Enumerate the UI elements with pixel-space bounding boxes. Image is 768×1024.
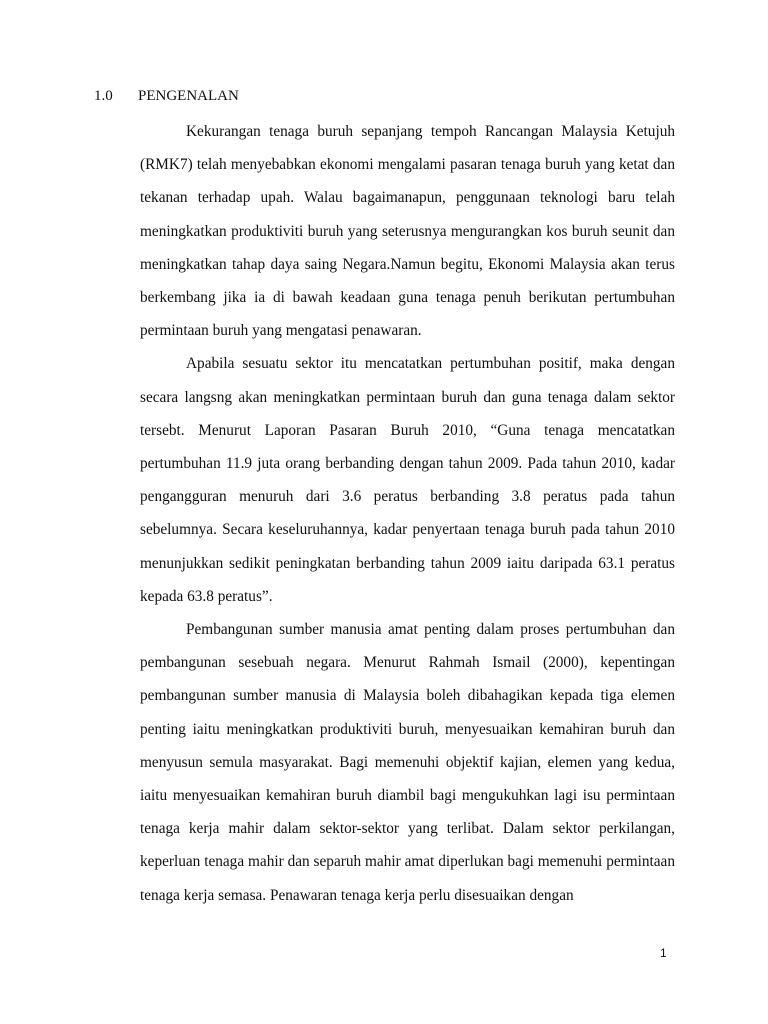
section-number: 1.0 [94,88,113,104]
paragraph-2: Apabila sesuatu sektor itu mencatatkan pertumbuhan positif, maka dengan secara langsng akan meningkatkan permintaan buruh dan guna tenaga dalam sektor tersebt. Menurut Laporan Pasaran Buruh 2010, “Guna tenaga mencatatkan pertumbuhan 11.9 juta orang berbanding dengan tahun 2009. Pada tahun 2010, kadar pengangguran menuruh dari 3.6 peratus berbanding 3.8 peratus pada tahun sebelumnya. Secara keseluruhannya, kadar penyertaan tenaga buruh pada tahun 2010 menunjukkan sedikit peningkatan berbanding tahun 2009 iaitu daripada 63.1 peratus kepada 63.8 peratus”. [140,355,675,605]
body-text [140,115,675,912]
page-number: 1 [660,946,667,960]
section-heading [94,86,239,106]
section-title: PENGENALAN [138,88,239,104]
paragraph-3: Pembangunan sumber manusia amat penting dalam proses pertumbuhan dan pembangunan sesebuah negara. Menurut Rahmah Ismail (2000), kepentingan pembangunan sumber manusia di Malaysia boleh dibahagikan kepada tiga elemen penting iaitu meningkatkan produktiviti buruh, menyesuaikan kemahiran buruh dan menyusun semula masyarakat. Bagi memenuhi objektif kajian, elemen yang kedua, iaitu menyesuaikan kemahiran buruh diambil bagi mengukuhkan lagi isu permintaan tenaga kerja mahir dalam sektor-sektor yang terlibat. Dalam sektor perkilangan, keperluan tenaga mahir dan separuh mahir amat diperlukan bagi memenuhi permintaan tenaga kerja semasa. Penawaran tenaga kerja perlu disesuaikan dengan [140,621,675,904]
paragraph-1: Kekurangan tenaga buruh sepanjang tempoh Rancangan Malaysia Ketujuh (RMK7) telah menyebabkan ekonomi mengalami pasaran tenaga buruh yang ketat dan tekanan terhadap upah. Walau bagaimanapun, penggunaan teknologi baru telah meningkatkan produktiviti buruh yang seterusnya mengurangkan kos buruh seunit dan meningkatkan tahap daya saing Negara.Namun begitu, Ekonomi Malaysia akan terus berkembang jika ia di bawah keadaan guna tenaga penuh berikutan pertumbuhan permintaan buruh yang mengatasi penawaran. [140,123,675,340]
